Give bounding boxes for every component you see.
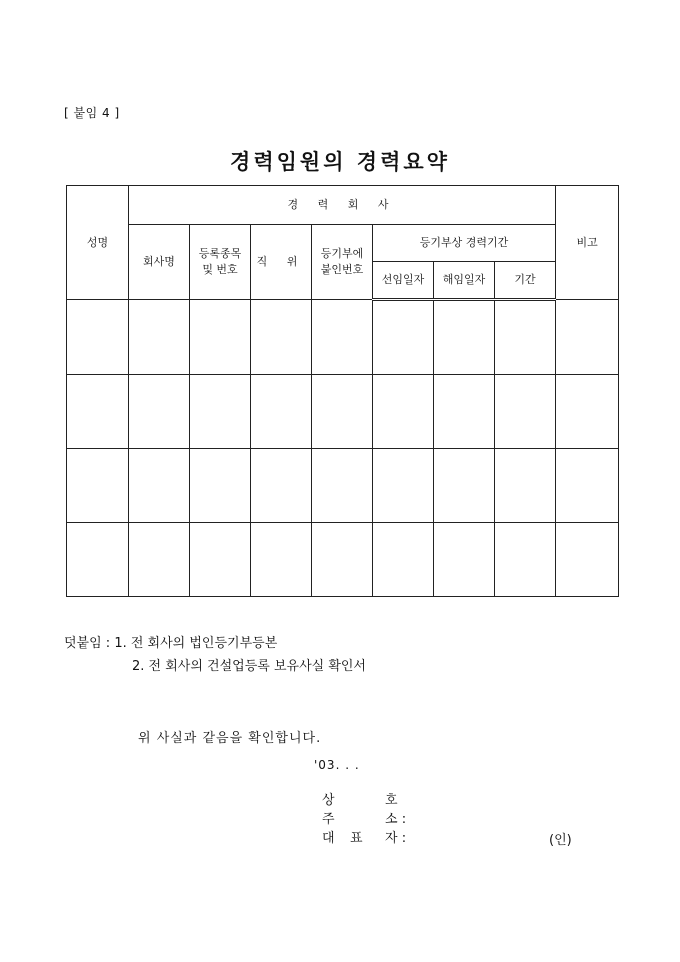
table-cell [434,523,495,597]
table-cell [556,523,619,597]
trade-name-label-a: 상 [322,793,335,808]
col-period-header: 기간 [495,262,556,300]
table-row [67,523,619,597]
table-cell [190,523,251,597]
table-row [67,300,619,375]
col-reg-type-line1: 등록종목 [198,247,242,260]
col-registry-line2: 붙인번호 [320,263,364,276]
representative-label-b: 표 [350,831,363,846]
address-label-a: 주 [322,812,335,827]
group-registry-period-header: 등기부상 경력기간 [373,225,556,262]
table-cell [251,523,312,597]
table-cell [129,375,190,449]
date-line: '03. . . [314,758,360,772]
table-cell [190,449,251,523]
seal-mark: (인) [549,833,572,848]
table-cell [556,300,619,375]
attachment-item-2: 2. 전 회사의 건설업등록 보유사실 확인서 [132,659,366,674]
table-cell [67,375,129,449]
table-cell [373,449,434,523]
group-company-header: 경 력 회 사 [129,186,556,225]
table-cell [434,449,495,523]
trade-name-label-b: 호 [385,793,398,808]
table-cell [190,300,251,375]
table-cell [190,375,251,449]
career-table [66,185,619,597]
table-row [67,449,619,523]
table-cell [129,300,190,375]
representative-label-a: 대 [322,831,335,846]
attachments-label: 덧붙임 : [64,636,111,651]
table-cell [67,300,129,375]
page-title: 경력임원의 경력요약 [230,149,450,174]
table-row [67,375,619,449]
table-cell [373,523,434,597]
col-position-header: 직 위 [251,225,312,300]
col-remarks-header: 비고 [556,186,619,300]
table-cell [251,375,312,449]
table-cell [434,375,495,449]
table-cell [251,300,312,375]
representative-label-c: 자 : [385,831,407,846]
table-cell [556,449,619,523]
col-reg-type-header [190,225,251,300]
table-cell [434,300,495,375]
attachments-list [64,632,366,678]
confirmation-statement: 위 사실과 같음을 확인합니다. [138,731,322,746]
table-cell [495,449,556,523]
col-reg-type-line2: 및 번호 [202,263,238,276]
col-registry-line1: 등기부에 [320,247,364,260]
attachment-label: [ 붙임 4 ] [64,106,120,120]
attachment-item-1 [64,632,366,655]
table-cell [495,523,556,597]
table-cell [251,449,312,523]
table-cell [312,300,373,375]
col-appointed-header: 선임일자 [373,262,434,300]
address-label-b: 소 : [385,812,407,827]
attachment-item-1-text: 1. 전 회사의 법인등기부등본 [114,636,278,651]
col-dismissed-header: 해임일자 [434,262,495,300]
table-cell [312,523,373,597]
table-cell [495,375,556,449]
table-cell [373,300,434,375]
table-cell [129,449,190,523]
table-cell [129,523,190,597]
table-cell [556,375,619,449]
table-cell [67,449,129,523]
table-cell [312,449,373,523]
table-cell [312,375,373,449]
col-company-name-header: 회사명 [129,225,190,300]
table-cell [67,523,129,597]
table-cell [373,375,434,449]
table-cell [495,300,556,375]
col-name-header: 성명 [67,186,129,300]
col-registry-header [312,225,373,300]
